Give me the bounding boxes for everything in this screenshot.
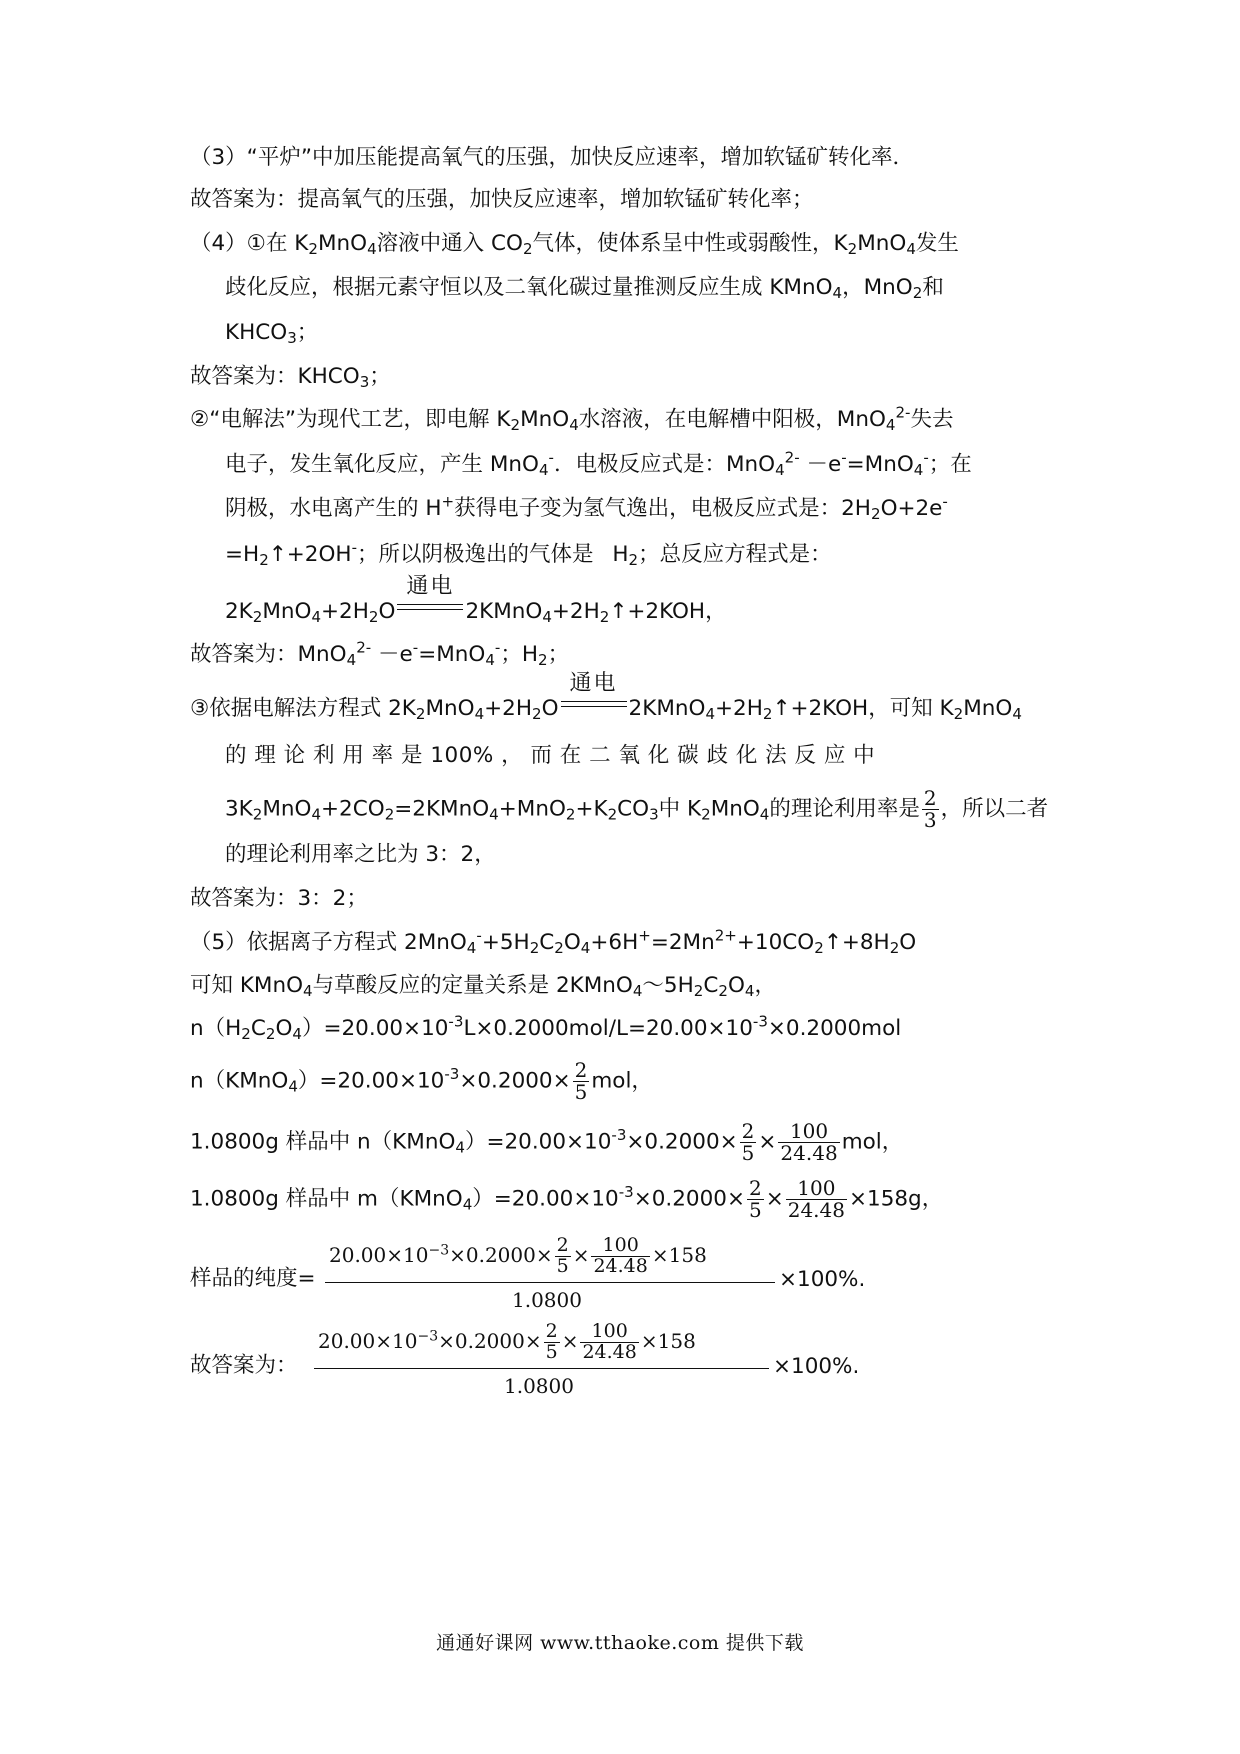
purity-numerator: $20.00\times 10^{-3}\times 0.2000\times$ $\frac{2}{5}$ × $\frac{100}{24.48}$ ×158 — [329, 1234, 707, 1277]
text: 和 — [922, 275, 944, 300]
fraction-two-fifths — [740, 1121, 757, 1164]
text: 1.0800g 样品中 m（KMnO — [190, 1186, 463, 1212]
text: ，所以二者 — [940, 796, 1049, 822]
subscript: 4 — [744, 981, 755, 1000]
text: +2H — [715, 696, 763, 721]
text: n（H — [190, 1016, 242, 1041]
subscript: 2 — [607, 805, 618, 824]
subscript: 4 — [913, 460, 924, 479]
fraction-denominator: 5 — [748, 1198, 762, 1222]
text: ×100%. — [773, 1354, 860, 1379]
part5-line3 — [190, 1014, 901, 1044]
superscript: + — [638, 926, 651, 945]
text: +5H — [481, 930, 530, 955]
final-answer-suffix — [773, 1352, 859, 1382]
superscript: - — [412, 638, 419, 657]
text: mol， — [591, 1068, 653, 1094]
text: +K — [575, 796, 608, 822]
text: +2H — [551, 599, 600, 624]
text: ×100%. — [779, 1267, 866, 1292]
text: 的理论利用率之比为 3：2， — [225, 842, 496, 867]
fraction-denominator: 5 — [741, 1141, 755, 1165]
fraction-denominator: 24.48 — [780, 1141, 838, 1165]
superscript: - — [351, 538, 358, 557]
fraction-denominator: 3 — [923, 808, 937, 832]
subscript: 2 — [415, 704, 426, 723]
fraction-100-over-24-48 — [786, 1178, 847, 1221]
subscript: 4 — [346, 650, 357, 669]
final-answer-fraction — [314, 1322, 769, 1402]
superscript: -3 — [611, 1126, 627, 1145]
text: O — [378, 599, 396, 624]
text: 的理论利用率是 — [769, 796, 920, 822]
text: 可知 KMnO — [190, 973, 304, 998]
text: 水溶液，在电解槽中阳极，MnO — [578, 407, 886, 432]
final-answer-fraction-bar — [314, 1368, 769, 1369]
fraction-two-fifths — [573, 1060, 590, 1103]
fraction-numerator: 2 — [556, 1234, 569, 1256]
text: 样品的纯度= — [190, 1266, 316, 1291]
text: 3K — [225, 796, 253, 822]
text: ↑+2KOH，可知 K — [772, 696, 954, 721]
superscript: - — [476, 926, 482, 945]
subscript: 4 — [455, 1138, 465, 1157]
subscript: 3 — [649, 805, 659, 824]
subscript: 4 — [542, 607, 552, 626]
fraction-numerator: 2 — [923, 786, 937, 810]
text: ；所以阴极逸出的气体是 H — [357, 542, 629, 567]
subscript: 2 — [308, 239, 318, 258]
text: （4）①在 K — [190, 231, 309, 256]
superscript: + — [441, 492, 455, 511]
text: －e — [371, 642, 413, 667]
superscript: -3 — [752, 1012, 768, 1031]
text: ③依据电解法方程式 2K — [190, 696, 416, 721]
q2-line4 — [225, 540, 832, 570]
subscript: 4 — [580, 938, 591, 957]
part5-line2 — [190, 971, 776, 1001]
fraction-two-fifths — [555, 1236, 571, 1277]
part5-line5: 1.0800g 样品中 $n(KMnO_4)=20.00\times 10^{-3}\times 0.2000\times$ $\frac{2}{5}$ × $\frac{100}{24.48}$ mol， — [190, 1119, 904, 1165]
text: O — [275, 1016, 293, 1041]
part3-answer — [190, 185, 814, 215]
purity-suffix — [779, 1265, 865, 1295]
fraction-100-over-24-48 — [591, 1236, 649, 1277]
superscript: - — [548, 448, 554, 467]
fraction-denominator: 5 — [574, 1080, 588, 1104]
part3-line — [190, 143, 914, 173]
superscript: 2- — [784, 448, 800, 467]
subscript: 2 — [628, 550, 639, 569]
part5-line4 — [190, 1060, 653, 1103]
subscript: 2 — [384, 805, 395, 824]
subscript: 4 — [885, 415, 896, 434]
text: 失去 — [910, 407, 954, 432]
fraction-two-thirds — [922, 788, 939, 831]
subscript: 4 — [367, 239, 377, 258]
superscript: -3 — [444, 1065, 460, 1084]
superscript: -3 — [618, 1183, 634, 1202]
text: ）=20.00×10 — [297, 1068, 445, 1094]
final-answer-numerator: $20.00\times 10^{-3}\times 0.2000\times$ $\frac{2}{5}$ × $\frac{100}{24.48}$ ×158 — [318, 1320, 696, 1363]
subscript: 4 — [705, 704, 716, 723]
fraction-two-fifths — [544, 1322, 560, 1363]
text: 1.0800g 样品中 n（KMnO — [190, 1129, 456, 1155]
q2-line2 — [225, 450, 972, 480]
subscript: 3 — [287, 328, 297, 347]
part5-line6: 1.0800g 样品中 $m(KMnO_4)=20.00\times 10^{-3}\times 0.2000\times$ $\frac{2}{5}$ × $\frac{100}{24.48}$ ×158g， — [190, 1176, 944, 1222]
text: 2K — [225, 599, 253, 624]
text: 与草酸反应的定量关系是 2KMnO — [312, 973, 633, 998]
text: MnO — [857, 231, 907, 256]
part4-answer1 — [190, 362, 391, 392]
subscript: 2 — [241, 1024, 251, 1043]
subscript: 2 — [532, 704, 542, 723]
text: ②“电解法”为现代工艺，即电解 K — [190, 407, 511, 432]
text: C — [539, 930, 555, 955]
fraction-denominator: 24.48 — [582, 1340, 637, 1363]
purity-fraction — [325, 1236, 775, 1316]
text: MnO — [317, 231, 368, 256]
text: C — [703, 973, 719, 998]
subscript: 4 — [775, 460, 785, 479]
final-answer-label — [190, 1351, 298, 1381]
text: ×0.2000× — [438, 1328, 542, 1353]
text: ×0.2000× — [626, 1129, 738, 1155]
text: =2KMnO — [394, 796, 490, 822]
text: O — [899, 930, 917, 955]
text: ↑+2KOH， — [609, 599, 727, 624]
superscript: −3 — [428, 1242, 450, 1259]
text: O+2e — [880, 496, 943, 521]
part3-text: （3）“平炉”中加压能提高氧气的压强，加快反应速率，增加软锰矿转化率． — [190, 145, 914, 170]
text: ； — [296, 320, 319, 345]
fraction-numerator: 2 — [545, 1320, 558, 1342]
text: ；总反应方程式是： — [638, 542, 832, 567]
text: 20.00×10 — [318, 1328, 418, 1353]
subscript: 4 — [759, 805, 770, 824]
fraction-100-over-24-48 — [778, 1121, 839, 1164]
text: 故答案为： — [190, 1353, 298, 1378]
text: ）=20.00×10 — [464, 1129, 612, 1155]
q3-line3 — [225, 788, 1048, 831]
text: +2H — [484, 696, 533, 721]
text: +2CO — [321, 796, 385, 822]
subscript: 4 — [832, 283, 843, 302]
subscript: 2 — [252, 607, 263, 626]
subscript: 4 — [569, 415, 579, 434]
text: 2KMnO — [465, 599, 543, 624]
text: MnO — [425, 696, 475, 721]
subscript: 3 — [359, 372, 370, 391]
text: ，MnO — [842, 275, 913, 300]
text: ↑+2OH — [268, 542, 352, 567]
condition-bar — [397, 609, 463, 610]
subscript: 2 — [693, 981, 704, 1000]
text: 歧化反应，根据元素守恒以及二氧化碳过量推测反应生成 KMnO — [225, 275, 833, 300]
text: 发生 — [915, 231, 959, 256]
text: 故答案为：KHCO — [190, 364, 360, 389]
part4-line2 — [225, 273, 944, 303]
electrolysis-condition — [561, 671, 627, 717]
text: 气体，使体系呈中性或弱酸性，K — [532, 231, 848, 256]
subscript: 4 — [485, 650, 495, 669]
purity-fraction-bar — [325, 1282, 775, 1283]
text: （5）依据离子方程式 2MnO — [190, 930, 467, 955]
text: n（KMnO — [190, 1068, 289, 1094]
fraction-numerator: 100 — [580, 1322, 638, 1343]
subscript: 2 — [912, 283, 923, 302]
text: MnO — [520, 407, 570, 432]
purity-denominator: 1.0800 — [512, 1288, 582, 1312]
text: 中 K — [658, 796, 702, 822]
subscript: 2 — [368, 607, 379, 626]
fraction-denominator: 24.48 — [593, 1254, 648, 1277]
superscript: - — [923, 448, 929, 467]
text: 故答案为：3：2； — [190, 886, 368, 911]
superscript: 2- — [895, 403, 911, 422]
text: ×158 — [640, 1328, 696, 1353]
text: =MnO — [418, 642, 486, 667]
part4-line3 — [225, 318, 318, 348]
subscript: 2 — [538, 650, 548, 669]
condition-bar — [397, 604, 463, 605]
text: MnO — [710, 796, 760, 822]
subscript: 2 — [814, 938, 824, 957]
subscript: 4 — [538, 460, 549, 479]
subscript: 2 — [529, 938, 540, 957]
part4-line1 — [190, 229, 959, 259]
subscript: 4 — [489, 805, 499, 824]
text: C — [250, 1016, 266, 1041]
purity-label — [190, 1264, 316, 1294]
subscript: 2 — [565, 805, 576, 824]
text: 溶液中通入 CO — [376, 231, 523, 256]
text: O — [541, 696, 559, 721]
text: CO — [617, 796, 650, 822]
part5-line1 — [190, 928, 916, 958]
text: ； — [369, 364, 391, 389]
text: ×158 — [651, 1242, 707, 1267]
text: ；在 — [928, 452, 972, 477]
text: －e — [799, 452, 842, 477]
text: MnO — [262, 796, 312, 822]
fraction-denominator: 5 — [545, 1340, 558, 1363]
q2-line3 — [225, 494, 948, 524]
subscript: 4 — [288, 1077, 298, 1096]
text: O — [727, 973, 745, 998]
subscript: 4 — [474, 704, 485, 723]
subscript: 4 — [1012, 704, 1022, 723]
text: ）=20.00×10 — [472, 1186, 619, 1212]
text: +2H — [321, 599, 369, 624]
superscript: −3 — [417, 1328, 439, 1345]
q2-line1 — [190, 405, 953, 435]
subscript: 2 — [847, 239, 858, 258]
text: +10CO — [736, 930, 815, 955]
text: ↑+8H — [823, 930, 890, 955]
text: ， — [754, 973, 776, 998]
fraction-denominator: 24.48 — [787, 1198, 845, 1222]
fraction-numerator: 100 — [786, 1178, 847, 1200]
subscript: 2 — [252, 805, 263, 824]
subscript: 2 — [718, 981, 728, 1000]
text: KHCO — [225, 320, 288, 345]
text: ）=20.00×10 — [301, 1016, 449, 1041]
text: L×0.2000mol/L=20.00×10 — [463, 1016, 753, 1041]
subscript: 2 — [599, 607, 610, 626]
text: 获得电子变为氢气逸出，电极反应式是：2H — [454, 496, 871, 521]
final-answer-denominator: 1.0800 — [504, 1374, 574, 1398]
text: ．电极反应式是：MnO — [553, 452, 776, 477]
part3-answer-text: 故答案为：提高氧气的压强，加快反应速率，增加软锰矿转化率； — [190, 187, 814, 212]
fraction-two-fifths — [747, 1178, 764, 1221]
superscript: 2- — [356, 638, 372, 657]
subscript: 4 — [303, 981, 313, 1000]
subscript: 2 — [889, 938, 900, 957]
fraction-numerator: 2 — [574, 1058, 588, 1082]
text: MnO — [262, 599, 312, 624]
q2-line5-equation — [225, 574, 727, 627]
text: O — [563, 930, 581, 955]
condition-bar — [561, 701, 627, 702]
text: 电子，发生氧化反应，产生 MnO — [225, 452, 539, 477]
fraction-numerator: 2 — [741, 1119, 755, 1143]
subscript: 4 — [906, 239, 916, 258]
text: ×0.2000× — [633, 1186, 745, 1212]
superscript: - — [841, 448, 847, 467]
text: =2Mn — [650, 930, 715, 955]
text: mol， — [841, 1129, 904, 1155]
subscript: 2 — [510, 415, 521, 434]
text: ×0.2000× — [449, 1242, 553, 1267]
superscript: - — [942, 492, 948, 511]
text: 2KMnO — [628, 696, 706, 721]
text: =H — [225, 542, 260, 567]
fraction-numerator: 100 — [778, 1121, 839, 1143]
subscript: 4 — [311, 607, 322, 626]
text: +6H — [590, 930, 639, 955]
condition-label: 通电 — [569, 671, 618, 696]
text: ×158g， — [849, 1186, 944, 1212]
text: ～5H — [642, 973, 694, 998]
subscript: 4 — [632, 981, 643, 1000]
superscript: -3 — [448, 1012, 464, 1031]
text: ；H — [500, 642, 539, 667]
fraction-100-over-24-48 — [580, 1322, 638, 1363]
superscript: 2+ — [714, 926, 737, 945]
q3-line4 — [225, 840, 496, 870]
subscript: 2 — [554, 938, 564, 957]
page-footer: 通通好课网 www.tthaoke.com 提供下载 — [436, 1632, 804, 1654]
subscript: 2 — [870, 504, 881, 523]
text: 20.00×10 — [329, 1242, 429, 1267]
subscript: 4 — [466, 938, 477, 957]
text: MnO — [963, 696, 1013, 721]
q2-answer — [190, 640, 569, 670]
condition-bar — [561, 706, 627, 707]
text: 故答案为：MnO — [190, 642, 347, 667]
superscript: - — [494, 638, 501, 657]
subscript: 4 — [292, 1024, 302, 1043]
fraction-numerator: 2 — [748, 1176, 762, 1200]
text: ； — [547, 642, 570, 667]
text: 的 理 论 利 用 率 是 100% ， 而 在 二 氧 化 碳 歧 化 法 反 应 中 — [225, 743, 876, 768]
q3-answer — [190, 884, 368, 914]
subscript: 4 — [311, 805, 322, 824]
subscript: 2 — [953, 704, 964, 723]
q3-line1 — [190, 671, 1022, 724]
subscript: 2 — [701, 805, 711, 824]
subscript: 2 — [265, 1024, 276, 1043]
text: ×0.2000× — [459, 1068, 571, 1094]
text: =MnO — [846, 452, 914, 477]
electrolysis-condition — [397, 574, 463, 620]
fraction-denominator: 5 — [556, 1254, 569, 1277]
text: ×0.2000mol — [767, 1016, 902, 1041]
text: +MnO — [498, 796, 566, 822]
subscript: 2 — [259, 550, 269, 569]
subscript: 2 — [522, 239, 533, 258]
subscript: 2 — [762, 704, 773, 723]
text: 阴极，水电离产生的 H — [225, 496, 442, 521]
q3-line2 — [225, 741, 875, 771]
fraction-numerator: 100 — [591, 1236, 649, 1257]
condition-label: 通电 — [406, 574, 455, 599]
subscript: 4 — [462, 1195, 473, 1214]
